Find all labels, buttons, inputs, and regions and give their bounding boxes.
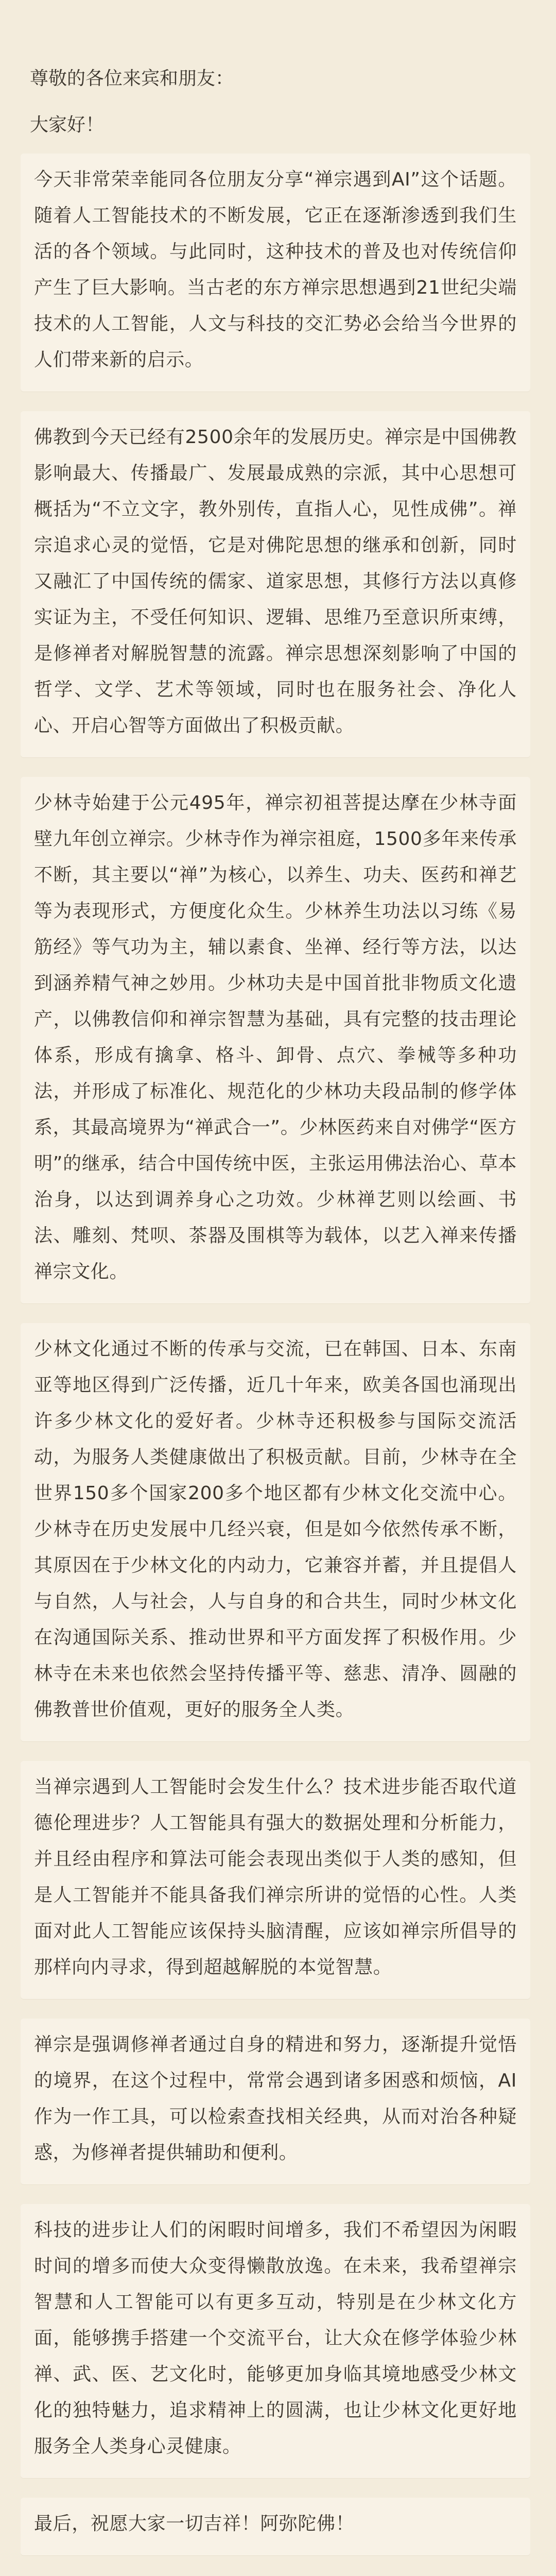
paragraph-panel-1 [21,154,530,392]
greeting: 大家好！ [30,114,105,135]
paragraph-panel-8 [21,2498,530,2555]
paragraph-text: 禅宗是强调修禅者通过自身的精进和努力，逐渐提升觉悟的境界，在这个过程中，常常会遇到诸多困惑和烦恼，AI作为一作工具，可以检索查找相关经典，从而对治各种疑惑，为修禅者提供辅助和便利。 [34,2034,517,2163]
paragraph-panel-2 [21,411,530,757]
paragraph-panel-5 [21,1761,530,1999]
paragraph-text: 少林文化通过不断的传承与交流，已在韩国、日本、东南亚等地区得到广泛传播，近几十年来，欧美各国也涌现出许多少林文化的爱好者。少林寺还积极参与国际交流活动，为服务人类健康做出了积极贡献。目前，少林寺在全世界150多个国家200多个地区都有少林文化交流中心。少林寺在历史发展中几经兴衰，但是如今依然传承不断，其原因在于少林文化的内动力，它兼容并蓄，并且提倡人与自然，人与社会，人与自身的和合共生，同时少林文化在沟通国际关系、推动世界和平方面发挥了积极作用。少林寺在未来也依然会坚持传播平等、慈悲、清净、圆融的佛教普世价值观，更好的服务全人类。 [34,1338,517,1720]
paragraph-text: 今天非常荣幸能同各位朋友分享“禅宗遇到AI”这个话题。随着人工智能技术的不断发展，它正在逐渐渗透到我们生活的各个领域。与此同时，这种技术的普及也对传统信仰产生了巨大影响。当古老的东方禅宗思想遇到21世纪尖端技术的人工智能，人文与科技的交汇势必会给当今世界的人们带来新的启示。 [34,169,517,370]
paragraph-text: 佛教到今天已经有2500余年的发展历史。禅宗是中国佛教影响最大、传播最广、发展最成熟的宗派，其中心思想可概括为“不立文字，教外别传，直指人心，见性成佛”。禅宗追求心灵的觉悟，它是对佛陀思想的继承和创新，同时又融汇了中国传统的儒家、道家思想，其修行方法以真修实证为主，不受任何知识、逻辑、思维乃至意识所束缚，是修禅者对解脱智慧的流露。禅宗思想深刻影响了中国的哲学、文学、艺术等领域，同时也在服务社会、净化人心、开启心智等方面做出了积极贡献。 [34,427,517,736]
paragraph-text: 最后，祝愿大家一切吉祥！阿弥陀佛！ [34,2513,355,2534]
paragraph-panel-3 [21,777,530,1303]
salutation: 尊敬的各位来宾和朋友： [30,68,234,89]
paragraph-panel-4 [21,1323,530,1741]
paragraph-text: 当禅宗遇到人工智能时会发生什么？技术进步能否取代道德伦理进步？人工智能具有强大的数据处理和分析能力，并且经由程序和算法可能会表现出类似于人类的感知，但是人工智能并不能具备我们禅宗所讲的觉悟的心性。人类面对此人工智能应该保持头脑清醒，应该如禅宗所倡导的那样向内寻求，得到超越解脱的本觉智慧。 [34,1776,517,1978]
paragraph-panel-7 [21,2204,530,2478]
paragraph-text: 科技的进步让人们的闲暇时间增多，我们不希望因为闲暇时间的增多而使大众变得懒散放逸。在未来，我希望禅宗智慧和人工智能可以有更多互动，特别是在少林文化方面，能够携手搭建一个交流平台，让大众在修学体验少林禅、武、医、艺文化时，能够更加身临其境地感受少林文化的独特魅力，追求精神上的圆满，也让少林文化更好地服务全人类身心灵健康。 [34,2219,517,2457]
paragraph-panel-6 [21,2019,530,2184]
paragraph-text: 少林寺始建于公元495年，禅宗初祖菩提达摩在少林寺面壁九年创立禅宗。少林寺作为禅宗祖庭，1500多年来传承不断，其主要以“禅”为核心，以养生、功夫、医药和禅艺等为表现形式，方便度化众生。少林养生功法以习练《易筋经》等气功为主，辅以素食、坐禅、经行等方法，以达到涵养精气神之妙用。少林功夫是中国首批非物质文化遗产，以佛教信仰和禅宗智慧为基础，具有完整的技击理论体系，形成有擒拿、格斗、卸骨、点穴、拳械等多种功法，并形成了标准化、规范化的少林功夫段品制的修学体系，其最高境界为“禅武合一”。少林医药来自对佛学“医方明”的继承，结合中国传统中医，主张运用佛法治心、草本治身，以达到调养身心之功效。少林禅艺则以绘画、书法、雕刻、梵呗、茶器及围棋等为载体，以艺入禅来传播禅宗文化。 [34,792,517,1282]
